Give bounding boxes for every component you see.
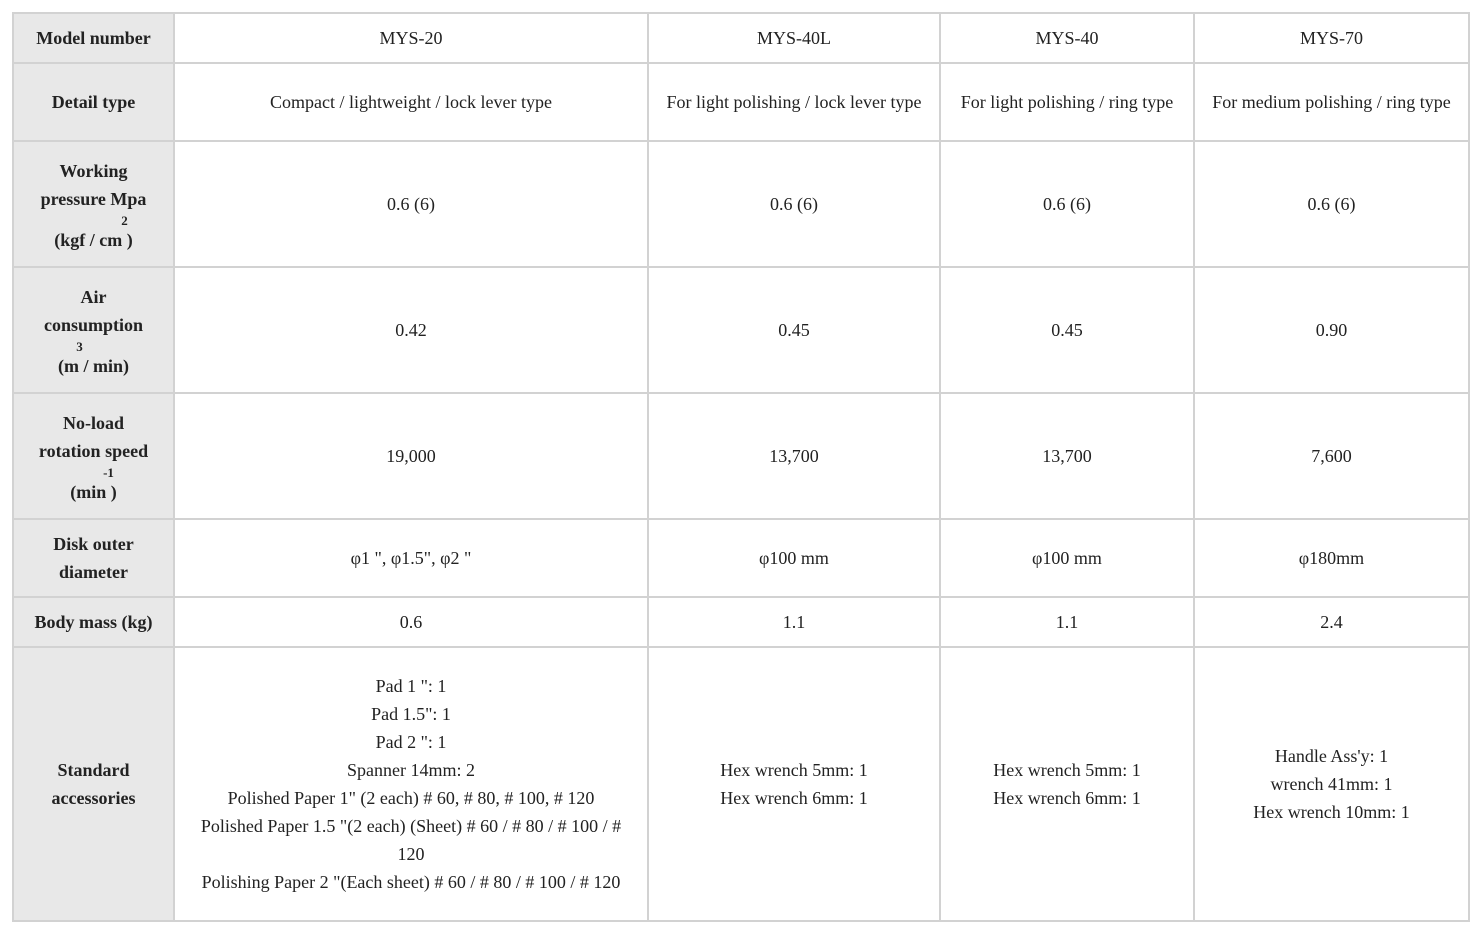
- row-body-mass: [13, 597, 1469, 647]
- row-detail-type: [13, 63, 1469, 141]
- cell-mys-40l-model: [648, 13, 940, 63]
- cell-mys-40-pressure: [940, 141, 1194, 267]
- cell-text: Compact / lightweight / lock lever type: [270, 92, 552, 112]
- cell-mys-20-model: [174, 13, 648, 63]
- row-header-text: pressure Mpa: [40, 189, 147, 209]
- cell-mys-70-speed: [1194, 393, 1469, 519]
- cell-text: 0.6 (6): [770, 194, 818, 214]
- cell-mys-40-model: [940, 13, 1194, 63]
- cell-text: 1.1: [782, 612, 806, 632]
- cell-text: 0.45: [778, 320, 810, 340]
- cell-text: 0.90: [1315, 320, 1348, 340]
- cell-mys-70-pressure: [1194, 141, 1469, 267]
- row-header-disk-diameter: [13, 519, 174, 597]
- cell-mys-20-detail: [174, 63, 648, 141]
- cell-text: φ100 mm: [1032, 548, 1102, 568]
- cell-text: MYS-20: [379, 28, 443, 48]
- cell-mys-40l-disk: [648, 519, 940, 597]
- cell-mys-40l-mass: [648, 597, 940, 647]
- row-header-detail-type: [13, 63, 174, 141]
- cell-text: φ180mm: [1298, 548, 1365, 568]
- cell-text: 7,600: [1311, 446, 1352, 466]
- cell-text: 0.6: [399, 612, 423, 632]
- cell-text: 0.42: [395, 320, 427, 340]
- accessory-item: Pad 2 ": 1: [375, 732, 447, 752]
- cell-mys-20-disk: [174, 519, 648, 597]
- cell-text: For light polishing / lock lever type: [666, 92, 922, 112]
- accessory-item: Pad 1 ": 1: [375, 676, 447, 696]
- row-header-text: consumption: [43, 315, 144, 335]
- cell-text: 13,700: [1042, 446, 1092, 466]
- cell-mys-40l-speed: [648, 393, 940, 519]
- cell-text: 1.1: [1055, 612, 1079, 632]
- cell-text: 13,700: [769, 446, 819, 466]
- row-header-unit: (kgf / cm ): [54, 230, 133, 250]
- cell-text: φ100 mm: [759, 548, 829, 568]
- cell-mys-70-accessories: [1194, 647, 1469, 921]
- row-header-unit: (m / min): [58, 356, 129, 376]
- cell-mys-40l-detail: [648, 63, 940, 141]
- cell-mys-40l-accessories: [648, 647, 940, 921]
- row-header-air-consumption: [13, 267, 174, 393]
- superscript: 2: [121, 213, 128, 228]
- row-header-text: No-load: [62, 413, 124, 433]
- row-working-pressure: [13, 141, 1469, 267]
- cell-text: 2.4: [1320, 612, 1343, 632]
- cell-text: 19,000: [386, 446, 436, 466]
- accessory-item: Hex wrench 6mm: 1: [720, 788, 868, 808]
- spec-table: [12, 12, 1470, 922]
- cell-text: 0.6 (6): [1043, 194, 1091, 214]
- accessory-item: Polished Paper 1" (2 each) # 60, # 80, # 100, # 120: [227, 788, 595, 808]
- row-header-text: Standard: [57, 760, 130, 780]
- cell-mys-40l-pressure: [648, 141, 940, 267]
- superscript: -1: [103, 465, 114, 480]
- row-header-working-pressure: [13, 141, 174, 267]
- row-header-text: Detail type: [51, 92, 136, 112]
- row-standard-accessories: [13, 647, 1469, 921]
- row-header-body-mass: [13, 597, 174, 647]
- row-model-number: [13, 13, 1469, 63]
- row-header-text: Body mass (kg): [34, 612, 153, 632]
- accessory-item: Polishing Paper 2 "(Each sheet) # 60 / # 80 / # 100 / # 120: [201, 872, 621, 892]
- row-header-model-number: [13, 13, 174, 63]
- cell-text: For medium polishing / ring type: [1212, 92, 1451, 112]
- row-header-text: Air: [80, 287, 107, 307]
- cell-text: MYS-70: [1299, 28, 1363, 48]
- cell-mys-40-detail: [940, 63, 1194, 141]
- row-header-unit: (min ): [70, 482, 117, 502]
- row-header-text: rotation speed: [38, 441, 149, 461]
- cell-mys-20-speed: [174, 393, 648, 519]
- accessory-item: Hex wrench 6mm: 1: [993, 788, 1141, 808]
- row-header-rotation-speed: [13, 393, 174, 519]
- accessory-item: Pad 1.5": 1: [371, 704, 451, 724]
- row-air-consumption: [13, 267, 1469, 393]
- cell-mys-70-detail: [1194, 63, 1469, 141]
- accessory-item: Hex wrench 5mm: 1: [993, 760, 1141, 780]
- cell-mys-40-mass: [940, 597, 1194, 647]
- cell-text: MYS-40: [1035, 28, 1099, 48]
- accessory-item: Spanner 14mm: 2: [347, 760, 475, 780]
- cell-mys-40-air: [940, 267, 1194, 393]
- cell-text: 0.6 (6): [1307, 194, 1356, 214]
- superscript: 3: [76, 339, 83, 354]
- cell-mys-20-mass: [174, 597, 648, 647]
- cell-mys-70-mass: [1194, 597, 1469, 647]
- cell-mys-70-disk: [1194, 519, 1469, 597]
- row-header-text: Working: [59, 161, 128, 181]
- cell-mys-40l-air: [648, 267, 940, 393]
- cell-mys-20-air: [174, 267, 648, 393]
- cell-text: 0.6 (6): [387, 194, 435, 214]
- cell-mys-40-accessories: [940, 647, 1194, 921]
- cell-mys-40-disk: [940, 519, 1194, 597]
- cell-mys-40-speed: [940, 393, 1194, 519]
- cell-text: MYS-40L: [756, 28, 831, 48]
- row-header-text: Model number: [36, 28, 151, 48]
- cell-mys-20-pressure: [174, 141, 648, 267]
- row-header-text: Disk outer: [53, 534, 134, 554]
- spec-table-body: [13, 13, 1469, 921]
- row-disk-diameter: [13, 519, 1469, 597]
- cell-text: For light polishing / ring type: [960, 92, 1174, 112]
- cell-text: 0.45: [1051, 320, 1083, 340]
- cell-mys-20-accessories: [174, 647, 648, 921]
- row-header-standard-accessories: [13, 647, 174, 921]
- row-header-text: accessories: [51, 788, 136, 808]
- accessory-item: Hex wrench 10mm: 1: [1253, 802, 1410, 822]
- accessory-item: Handle Ass'y: 1: [1274, 746, 1389, 766]
- accessory-item: Polished Paper 1.5 "(2 each) (Sheet) # 60 / # 80 / # 100 / # 120: [200, 816, 622, 864]
- row-rotation-speed: [13, 393, 1469, 519]
- cell-mys-70-air: [1194, 267, 1469, 393]
- cell-text: φ1 ", φ1.5", φ2 ": [350, 548, 472, 568]
- accessory-item: Hex wrench 5mm: 1: [720, 760, 868, 780]
- cell-mys-70-model: [1194, 13, 1469, 63]
- accessory-item: wrench 41mm: 1: [1270, 774, 1393, 794]
- row-header-text: diameter: [59, 562, 128, 582]
